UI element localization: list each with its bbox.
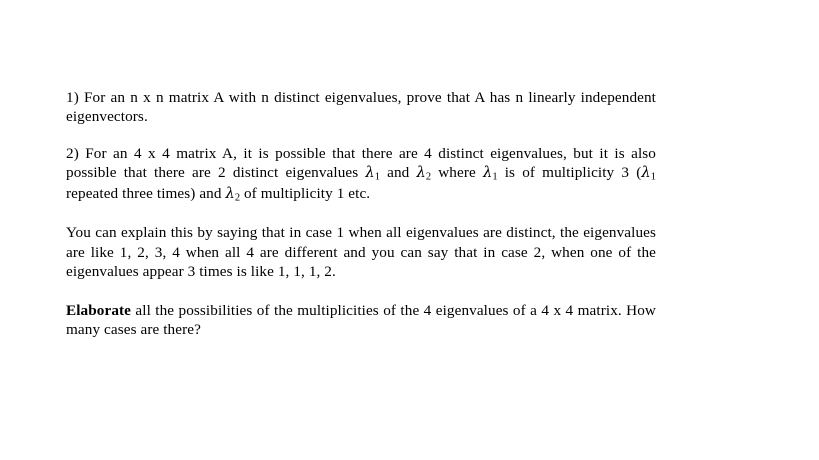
lambda-subscript: 1 — [492, 171, 498, 183]
paragraph-problem-1 — [66, 88, 656, 127]
lambda-symbol: λ — [365, 164, 375, 182]
paragraph-problem-2 — [66, 144, 656, 206]
lambda-symbol: λ — [482, 164, 493, 182]
document-body — [66, 88, 656, 340]
paragraph-explanation — [66, 223, 656, 281]
lambda-symbol: λ — [641, 164, 651, 182]
lambda-subscript: 2 — [234, 193, 241, 205]
problem-2-mid-4: repeated three times) and — [66, 185, 226, 203]
problem-2-mid-2: where — [431, 164, 483, 182]
lambda-subscript: 2 — [425, 171, 432, 183]
problem-1-text: 1) For an n x n matrix A with n distinct eigenvalues, prove that A has n linearly independent eigenvectors. — [66, 89, 656, 126]
lambda-subscript: 1 — [374, 171, 380, 183]
lambda-subscript: 1 — [650, 171, 656, 183]
lambda-symbol: λ — [225, 185, 235, 203]
problem-2-mid-1: and — [380, 164, 417, 182]
task-text: all the possibilities of the multiplicities of the 4 eigenvalues of a 4 x 4 matrix. How many cases are there? — [66, 301, 656, 339]
paragraph-task — [66, 301, 656, 340]
explanation-text: You can explain this by saying that in case 1 when all eigenvalues are distinct, the eigenvalues are like 1, 2, 3, 4 when all 4 are different and you can say that in case 2, when one of the eigenvalues appear 3 times is like 1, 1, 1, 2. — [66, 224, 656, 281]
task-lead-word: Elaborate — [66, 301, 132, 319]
problem-2-suffix: of multiplicity 1 etc. — [240, 185, 371, 203]
problem-2-prefix: 2) For an 4 x 4 matrix A, it is possible that there are 4 distinct eigenvalues, but it is also possible that there are 2 distinct eigenvalues — [66, 144, 656, 182]
problem-2-mid-3: is of multiplicity 3 ( — [497, 164, 642, 182]
lambda-symbol: λ — [416, 164, 426, 182]
